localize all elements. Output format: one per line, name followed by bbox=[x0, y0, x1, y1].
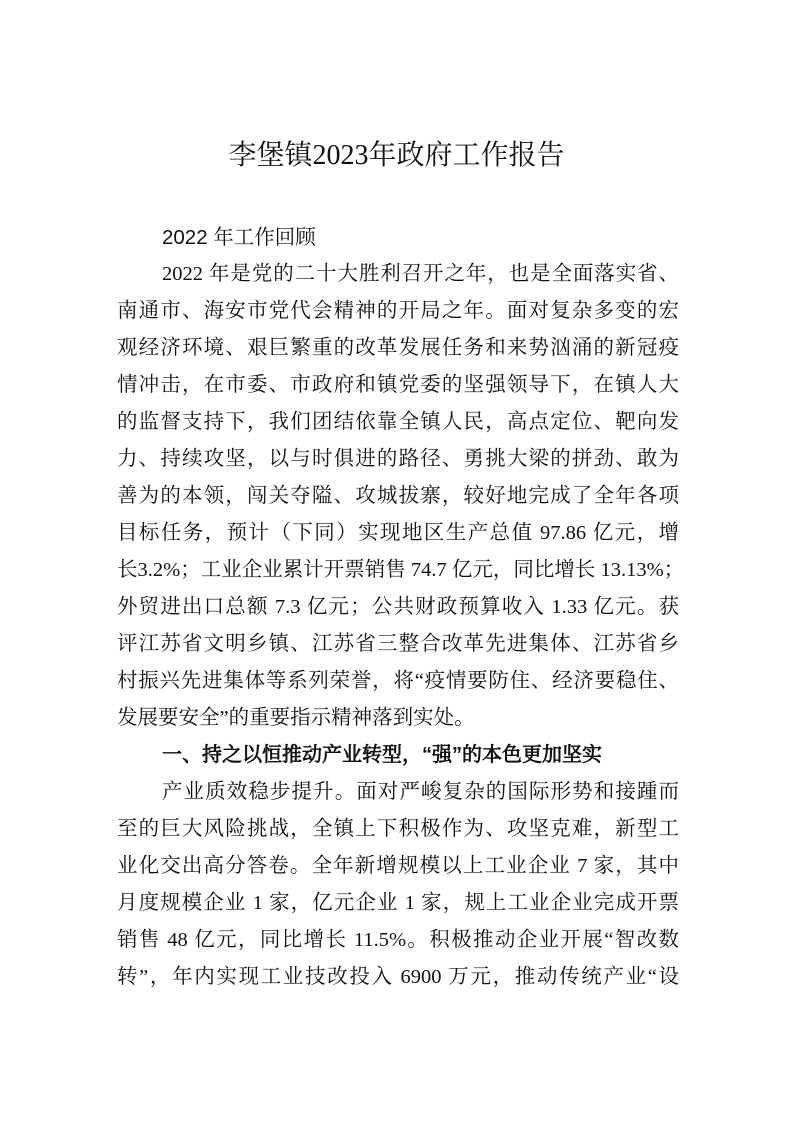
text-line: 目标任务，预计（下同）实现地区生产总值 97.86 亿元，增 bbox=[117, 522, 679, 544]
text-line: 评江苏省文明乡镇、江苏省三整合改革先进集体、江苏省乡 bbox=[117, 633, 679, 655]
text-line: 销售 48 亿元，同比增长 11.5%。积极推动企业开展“智改数 bbox=[117, 929, 679, 951]
document-title: 李堡镇2023年政府工作报告 bbox=[228, 140, 565, 171]
text-line: 村振兴先进集体等系列荣誉，将“疫情要防住、经济要稳住、 bbox=[117, 670, 679, 692]
text-line: 产业质效稳步提升。面对严峻复杂的国际形势和接踵而 bbox=[162, 781, 679, 803]
text-line: 情冲击，在市委、市政府和镇党委的坚强领导下，在镇人大 bbox=[117, 374, 679, 396]
text-line: 业化交出高分答卷。全年新增规模以上工业企业 7 家，其中 bbox=[117, 855, 679, 877]
text-line: 外贸进出口总额 7.3 亿元；公共财政预算收入 1.33 亿元。获 bbox=[117, 596, 679, 618]
text-line: 月度规模企业 1 家，亿元企业 1 家，规上工业企业完成开票 bbox=[117, 892, 679, 914]
text-line: 2022 年是党的二十大胜利召开之年，也是全面落实省、 bbox=[162, 263, 679, 285]
text-line: 长3.2%；工业企业累计开票销售 74.7 亿元，同比增长 13.13%； bbox=[117, 559, 685, 581]
text-line: 善为的本领，闯关夺隘、攻城拔寨，较好地完成了全年各项 bbox=[117, 485, 679, 507]
section-heading-industry: 一、持之以恒推动产业转型，“强”的本色更加坚实 bbox=[162, 744, 602, 766]
text-line: 南通市、海安市党代会精神的开局之年。面对复杂多变的宏 bbox=[117, 300, 679, 322]
section-heading-review: 2022 年工作回顾 bbox=[162, 226, 316, 249]
text-line: 的监督支持下，我们团结依靠全镇人民，高点定位、靶向发 bbox=[117, 411, 679, 433]
document-body bbox=[117, 219, 685, 996]
text-line: 观经济环境、艰巨繁重的改革发展任务和来势汹涌的新冠疫 bbox=[117, 337, 679, 359]
paragraph-review bbox=[117, 256, 685, 737]
text-line: 力、持续攻坚，以与时俱进的路径、勇挑大梁的拼劲、敢为 bbox=[117, 448, 679, 470]
text-line: 发展要安全”的重要指示精神落到实处。 bbox=[117, 707, 475, 729]
text-line: 转”，年内实现工业技改投入 6900 万元，推动传统产业“设 bbox=[117, 966, 679, 988]
paragraph-industry bbox=[117, 774, 679, 996]
text-line: 至的巨大风险挑战，全镇上下积极作为、攻坚克难，新型工 bbox=[117, 818, 679, 840]
